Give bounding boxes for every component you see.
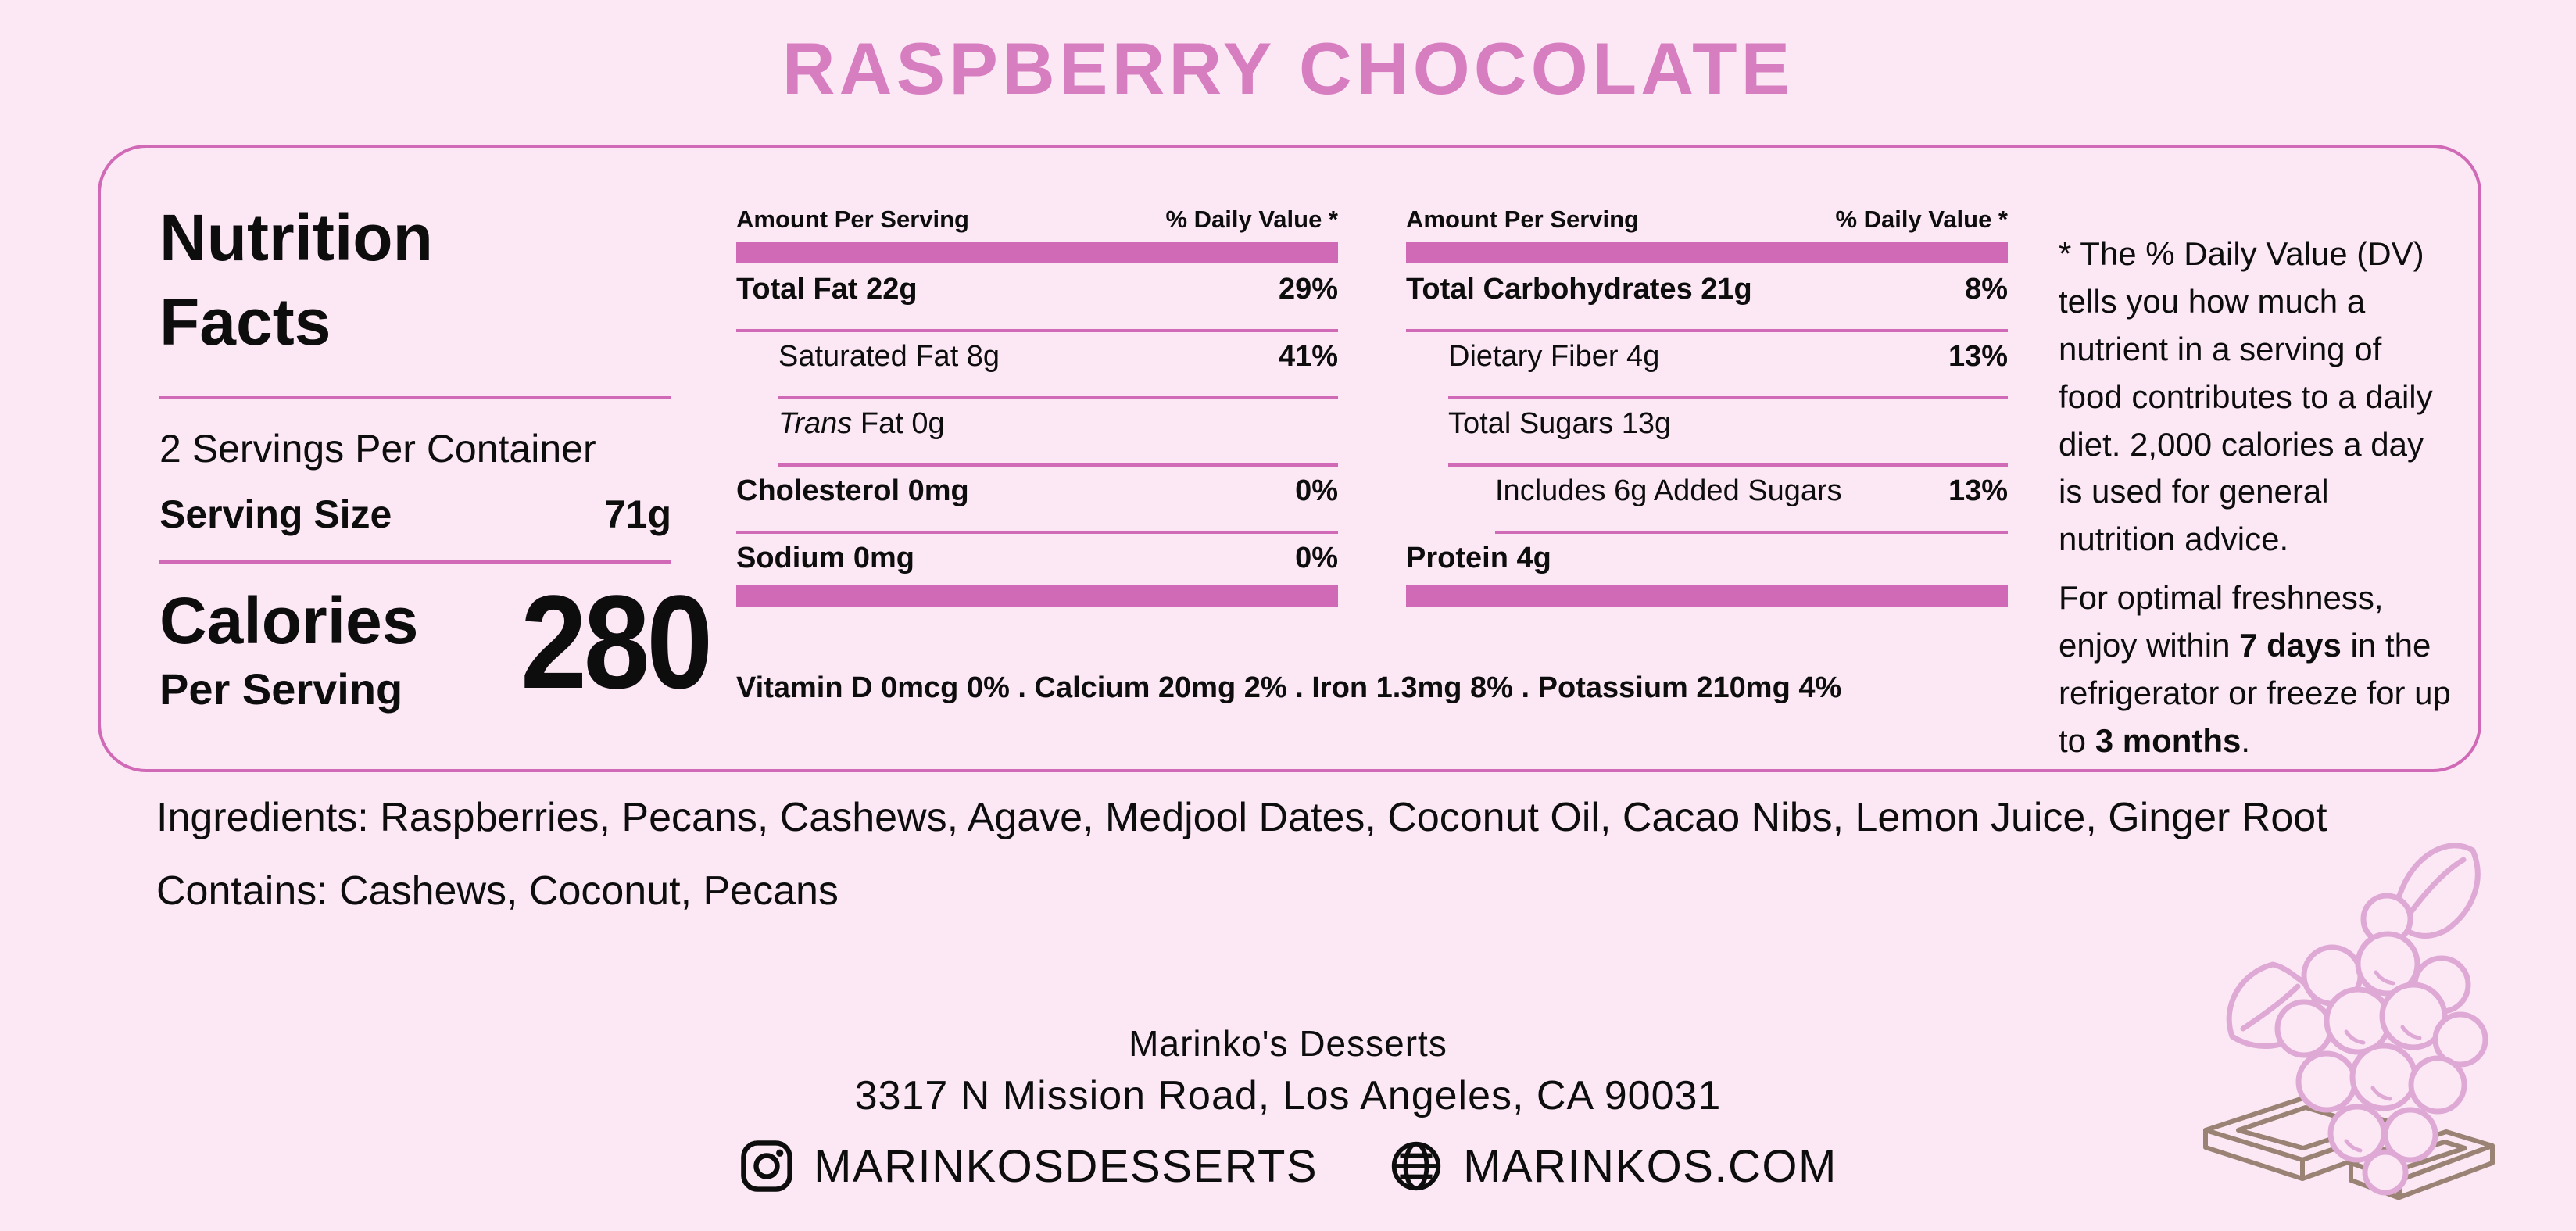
website-item	[1388, 1138, 1837, 1194]
thick-bar	[1406, 585, 2008, 607]
product-title: RASPBERRY CHOCOLATE	[782, 27, 1794, 109]
company-name: Marinko's Desserts	[1129, 1023, 1447, 1064]
row-label: Protein 4g	[1406, 542, 1551, 574]
divider	[736, 329, 1338, 332]
divider	[778, 463, 1338, 467]
nutrition-panel	[98, 145, 2481, 772]
row-total-carbohydrates	[1406, 273, 2008, 306]
instagram-item	[739, 1138, 1318, 1194]
divider	[159, 396, 671, 399]
row-label: Dietary Fiber 4g	[1448, 340, 1660, 373]
calories-label: Calories	[159, 584, 419, 657]
trans-word: Trans	[778, 407, 853, 440]
trans-rest: Fat 0g	[852, 407, 945, 440]
column-header	[736, 206, 1338, 234]
contains-line: Contains: Cashews, Coconut, Pecans	[156, 868, 839, 914]
row-total-sugars	[1406, 407, 2008, 441]
freshness-text: For optimal freshness, enjoy within	[2059, 579, 2384, 664]
nutrition-facts-line1: Nutrition	[159, 201, 433, 274]
thick-bar	[736, 585, 1338, 607]
row-daily-value: 0%	[1295, 542, 1338, 574]
row-trans-fat	[736, 407, 1338, 441]
row-added-sugars	[1406, 474, 2008, 508]
row-daily-value: 41%	[1278, 340, 1338, 373]
serving-size-row	[159, 492, 671, 537]
row-label: Saturated Fat 8g	[778, 340, 1000, 373]
serving-size-value: 71g	[603, 492, 671, 536]
globe-icon	[1388, 1138, 1444, 1194]
row-label: Total Carbohydrates 21g	[1406, 273, 1752, 306]
nutrition-facts-heading	[159, 196, 433, 364]
serving-size-label: Serving Size	[159, 492, 392, 536]
daily-value-footnote: * The % Daily Value (DV) tells you how much a nutrient in a serving of food contributes to a daily diet. 2,000 calories a day is used for general nutrition advice.	[2059, 235, 2433, 558]
freshness-text: in the refrigerator or freeze for up to	[2059, 626, 2451, 759]
row-dietary-fiber	[1406, 340, 2008, 374]
website-url: MARINKOS.COM	[1463, 1140, 1837, 1192]
row-label: Cholesterol 0mg	[736, 474, 969, 507]
row-daily-value: 8%	[1965, 273, 2008, 306]
thick-bar	[1406, 242, 2008, 263]
micronutrients-line: Vitamin D 0mcg 0% . Calcium 20mg 2% . Iron 1.3mg 8% . Potassium 210mg 4%	[736, 671, 1842, 704]
divider	[1448, 463, 2008, 467]
daily-value-header: % Daily Value *	[1165, 206, 1338, 233]
nutrition-facts-line2: Facts	[159, 284, 331, 359]
divider	[1495, 531, 2008, 534]
freshness-months: 3 months	[2095, 721, 2241, 759]
row-daily-value: 29%	[1278, 273, 1338, 306]
row-sodium	[736, 542, 1338, 575]
thick-bar	[736, 242, 1338, 263]
column-header	[1406, 206, 2008, 234]
daily-value-header: % Daily Value *	[1835, 206, 2008, 233]
divider	[1406, 329, 2008, 332]
row-total-fat	[736, 273, 1338, 306]
divider	[159, 560, 671, 564]
row-label: Total Fat 22g	[736, 273, 918, 306]
row-protein	[1406, 542, 2008, 575]
calories-value: 280	[521, 568, 710, 717]
ingredients-line: Ingredients: Raspberries, Pecans, Cashews, Agave, Medjool Dates, Coconut Oil, Cacao Nibs, Lemon Juice, Ginger Root	[156, 795, 2327, 840]
row-daily-value: 13%	[1948, 474, 2008, 507]
row-label: Total Sugars 13g	[1448, 407, 1672, 440]
facts-column	[159, 148, 710, 769]
calories-sublabel: Per Serving	[159, 664, 403, 714]
row-label: Includes 6g Added Sugars	[1495, 474, 1842, 507]
amount-per-serving-header: Amount Per Serving	[1406, 206, 1639, 233]
instagram-handle: MARINKOSDESSERTS	[814, 1140, 1318, 1192]
raspberry-chocolate-illustration	[2198, 819, 2495, 1226]
servings-per-container: 2 Servings Per Container	[159, 427, 596, 471]
company-address: 3317 N Mission Road, Los Angeles, CA 90031	[854, 1073, 1722, 1118]
row-cholesterol	[736, 474, 1338, 508]
row-saturated-fat	[736, 340, 1338, 374]
divider	[778, 396, 1338, 399]
row-label	[736, 407, 945, 441]
divider	[736, 531, 1338, 534]
row-label: Sodium 0mg	[736, 542, 915, 574]
divider	[1448, 396, 2008, 399]
amount-per-serving-header: Amount Per Serving	[736, 206, 969, 233]
freshness-text: .	[2241, 721, 2251, 759]
instagram-icon	[739, 1138, 795, 1194]
freshness-note	[2059, 574, 2453, 765]
social-row	[0, 1138, 2576, 1194]
row-daily-value: 13%	[1948, 340, 2008, 373]
freshness-days: 7 days	[2239, 626, 2342, 664]
row-daily-value: 0%	[1295, 474, 1338, 507]
